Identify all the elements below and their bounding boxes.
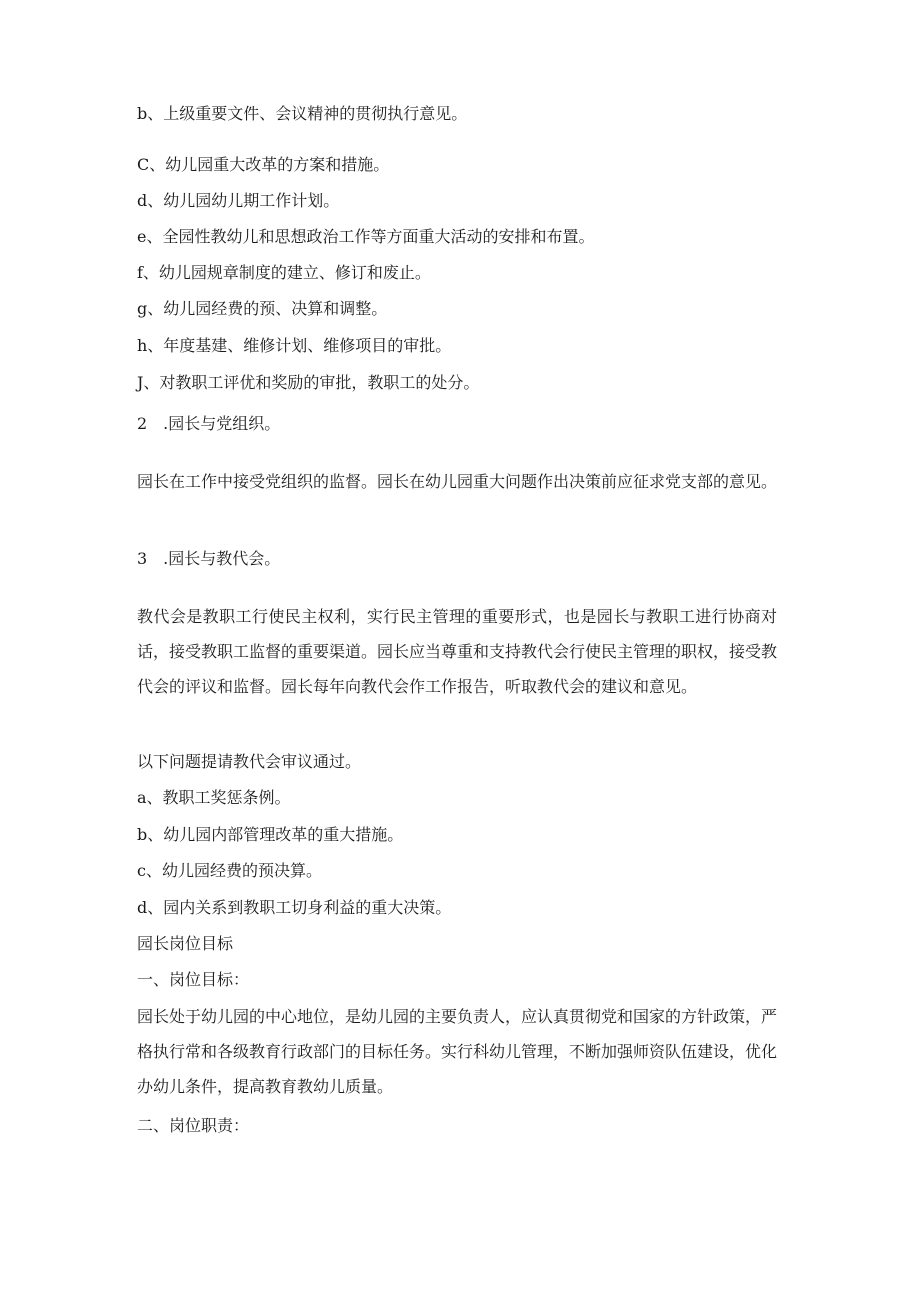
- list-item: C、幼儿园重大改革的方案和措施。: [137, 155, 390, 174]
- list-item: J、对教职工评优和奖励的审批，教职工的处分。: [137, 373, 480, 392]
- list-item: d、幼儿园幼儿期工作计划。: [137, 191, 340, 210]
- section-heading-party: 2 .园长与党组织。: [137, 414, 281, 433]
- paragraph-goal: 园长处于幼儿园的中心地位，是幼儿园的主要负责人，应认真贯彻党和国家的方针政策，严格执行常和各级教育行政部门的目标任务。实行科幼儿管理，不断加强师资队伍建设，优化办幼儿条件，提高教育教幼儿质量。: [137, 1007, 778, 1096]
- list-item: g、幼儿园经费的预、决算和调整。: [137, 299, 388, 318]
- list-item: c、幼儿园经费的预决算。: [137, 861, 322, 880]
- list-item: b、上级重要文件、会议精神的贯彻执行意见。: [137, 104, 468, 123]
- section-heading-congress: 3 .园长与教代会。: [137, 549, 281, 568]
- list-item: d、园内关系到教职工切身利益的重大决策。: [137, 898, 452, 917]
- list-item: f、幼儿园规章制度的建立、修订和废止。: [137, 263, 431, 282]
- congress-intro: 以下问题提请教代会审议通过。: [137, 752, 362, 771]
- section-title: 园长岗位目标: [137, 934, 234, 953]
- list-item: b、幼儿园内部管理改革的重大措施。: [137, 825, 404, 844]
- list-item: h、年度基建、维修计划、维修项目的审批。: [137, 336, 452, 355]
- subsection-title-duties: 二、岗位职责：: [137, 1116, 250, 1135]
- paragraph-congress: 教代会是教职工行使民主权利，实行民主管理的重要形式，也是园长与教职工进行协商对话，接受教职工监督的重要渠道。园长应当尊重和支持教代会行使民主管理的职权，接受教代会的评议和监督。园长每年向教代会作工作报告，听取教代会的建议和意见。: [137, 607, 778, 696]
- list-item: a、教职工奖惩条例。: [137, 788, 291, 807]
- paragraph-party-supervision: 园长在工作中接受党组织的监督。园长在幼儿园重大问题作出决策前应征求党支部的意见。: [137, 472, 778, 491]
- list-item: e、全园性教幼儿和思想政治工作等方面重大活动的安排和布置。: [137, 227, 595, 246]
- subsection-title-goal: 一、岗位目标：: [137, 970, 250, 989]
